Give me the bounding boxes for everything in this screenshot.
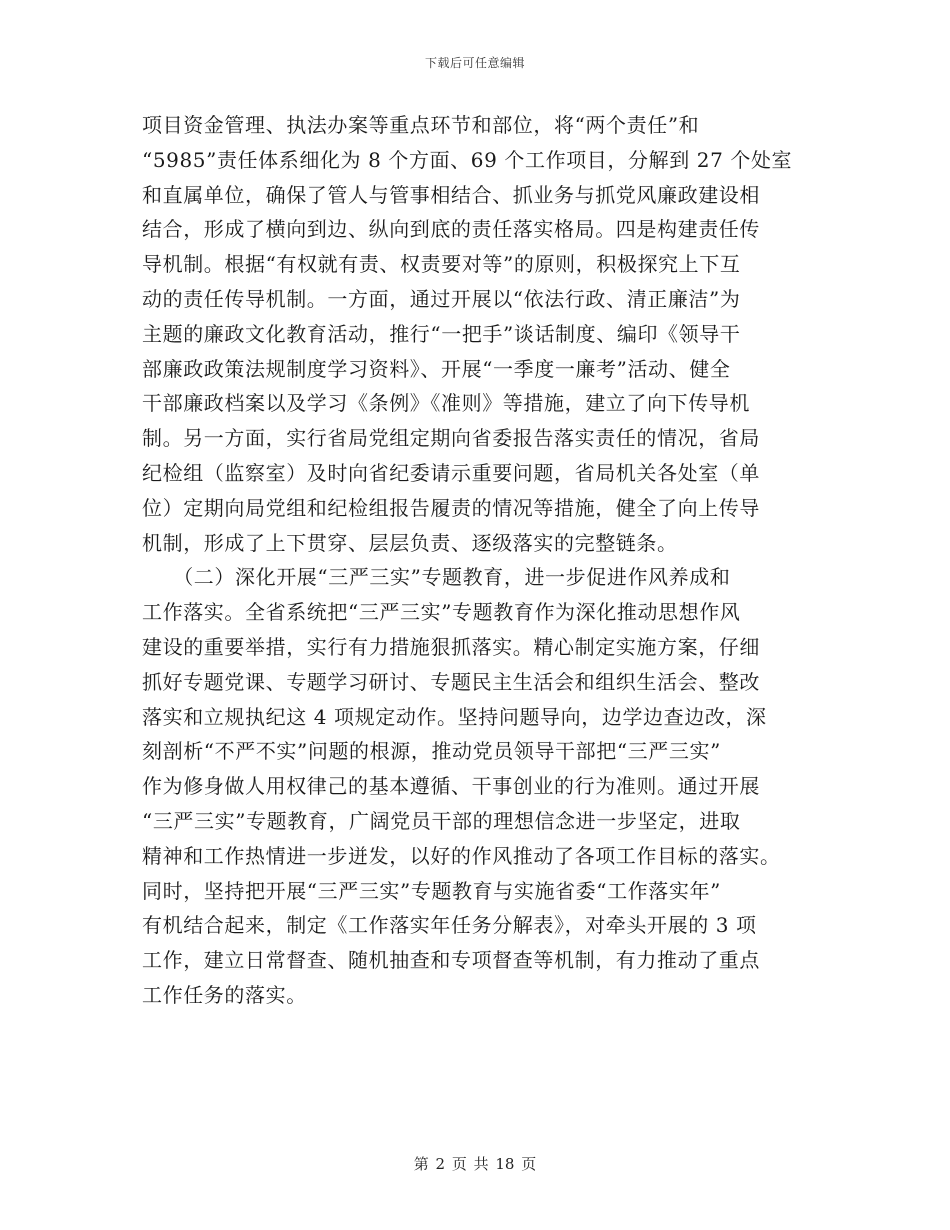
text-line: “三严三实”专题教育，广阔党员干部的理想信念进一步坚定，进取	[142, 808, 741, 833]
text-line: 导机制。根据“有权就有责、权责要对等”的原则，积极探究上下互	[142, 252, 741, 277]
text-line: 结合，形成了横向到边、纵向到底的责任落实格局。四是构建责任传	[142, 217, 760, 242]
text-line: 项目资金管理、执法办案等重点环节和部位，将“两个责任”和	[142, 113, 700, 137]
page-header: 下载后可任意编辑	[424, 56, 525, 70]
document-body	[142, 108, 812, 1013]
text-line: 工作任务的落实。	[142, 982, 307, 1007]
text-line: 有机结合起来，制定《工作落实年任务分解表》，对牵头开展的 3 项	[142, 913, 757, 938]
text-line: （二）深化开展“三严三实”专题教育，进一步促进作风养成和	[142, 565, 731, 590]
text-line: 刻剖析“不严不实”问题的根源，推动党员领导干部把“三严三实”	[142, 739, 721, 764]
text-line: 建设的重要举措，实行有力措施狠抓落实。精心制定实施方案，仔细	[142, 634, 760, 659]
text-line: 工作落实。全省系统把“三严三实”专题教育作为深化推动思想作风	[142, 600, 741, 625]
text-line: 动的责任传导机制。一方面，通过开展以“依法行政、清正廉洁”为	[142, 286, 741, 311]
text-line: 制。另一方面，实行省局党组定期向省委报告落实责任的情况，省局	[142, 426, 760, 451]
page-number-footer: 第 2 页 共 18 页	[413, 1155, 537, 1173]
text-line: 位）定期向局党组和纪检组报告履责的情况等措施，健全了向上传导	[142, 495, 760, 520]
text-line: 部廉政政策法规制度学习资料》、开展“一季度一廉考”活动、健全	[142, 356, 731, 381]
text-line: 落实和立规执纪这 4 项规定动作。坚持问题导向，边学边查边改，深	[142, 704, 767, 729]
text-line: 作为修身做人用权律己的基本遵循、干事创业的行为准则。通过开展	[142, 774, 760, 799]
text-line: 纪检组（监察室）及时向省纪委请示重要问题，省局机关各处室（单	[142, 460, 760, 485]
text-line: 和直属单位，确保了管人与管事相结合、抓业务与抓党风廉政建设相	[142, 182, 760, 207]
text-line: 同时，坚持把开展“三严三实”专题教育与实施省委“工作落实年”	[142, 878, 721, 903]
text-line: 精神和工作热情进一步迸发，以好的作风推动了各项工作目标的落实。	[142, 843, 781, 868]
text-line: “5985”责任体系细化为 8 个方面、69 个工作项目，分解到 27 个处室	[142, 147, 793, 172]
text-line: 主题的廉政文化教育活动，推行“一把手”谈话制度、编印《领导干	[142, 321, 741, 346]
text-line: 抓好专题党课、专题学习研讨、专题民主生活会和组织生活会、整改	[142, 669, 760, 694]
text-line: 干部廉政档案以及学习《条例》《准则》等措施，建立了向下传导机	[142, 391, 750, 416]
text-line: 工作，建立日常督查、随机抽查和专项督查等机制，有力推动了重点	[142, 948, 760, 973]
text-line: 机制，形成了上下贯穿、层层负责、逐级落实的完整链条。	[142, 530, 678, 555]
